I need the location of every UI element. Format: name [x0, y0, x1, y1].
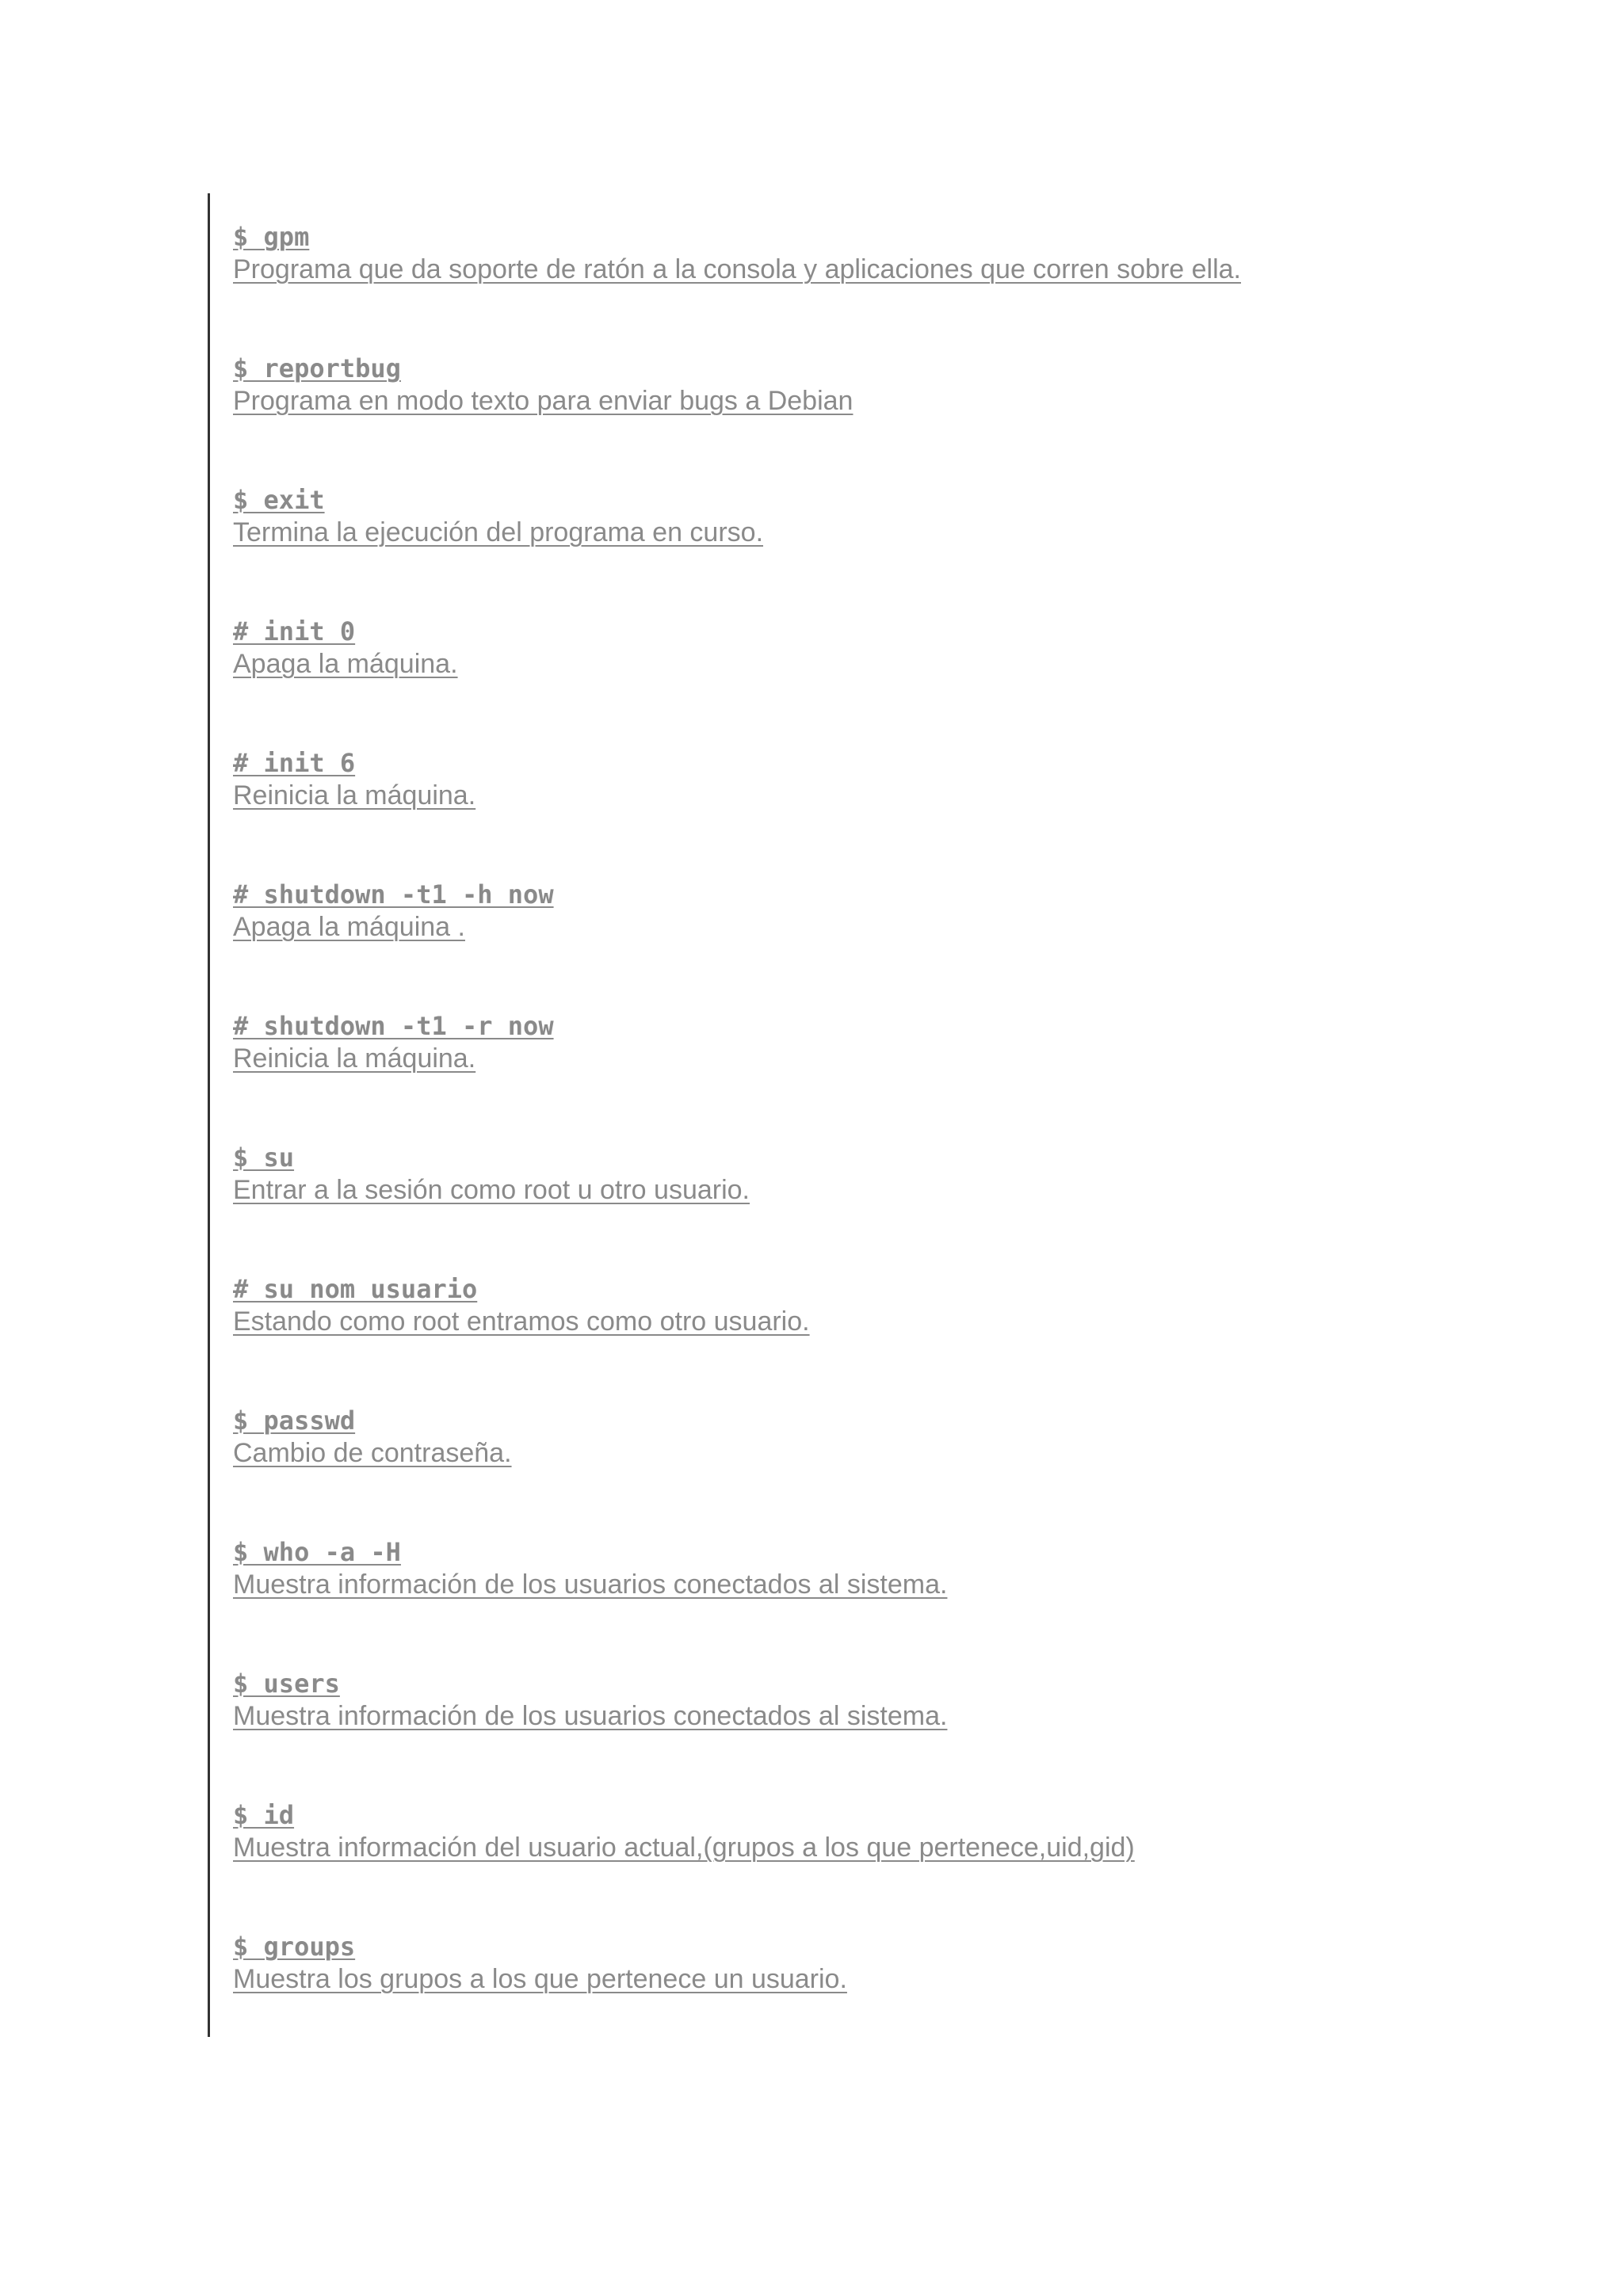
- command-entry: [233, 1930, 1580, 2061]
- command-entry: [233, 746, 1580, 878]
- command-text: $ passwd: [233, 1405, 356, 1436]
- command-text: $ users: [233, 1669, 340, 1699]
- command-text: $ reportbug: [233, 353, 401, 383]
- command-text: $ exit: [233, 485, 325, 515]
- command-text: # init 0: [233, 616, 356, 646]
- left-margin-rule: [208, 193, 210, 2037]
- command-description: Muestra los grupos a los que pertenece un usuario.: [233, 1964, 847, 1994]
- command-entry: [233, 1272, 1580, 1404]
- command-entry: [233, 1009, 1580, 1141]
- command-entry: [233, 1404, 1580, 1535]
- command-text: $ groups: [233, 1932, 356, 1962]
- command-text: $ gpm: [233, 222, 310, 252]
- command-description: Apaga la máquina.: [233, 649, 458, 679]
- command-entry: [233, 1535, 1580, 1667]
- command-description: Muestra información del usuario actual,(grupos a los que pertenece,uid,gid): [233, 1833, 1135, 1863]
- command-text: # su nom usuario: [233, 1274, 478, 1304]
- command-list: [233, 220, 1580, 2061]
- command-entry: [233, 483, 1580, 615]
- command-description: Programa en modo texto para enviar bugs a Debian: [233, 386, 854, 416]
- command-description: Entrar a la sesión como root u otro usuario.: [233, 1175, 750, 1205]
- command-text: $ id: [233, 1800, 295, 1830]
- command-entry: [233, 1667, 1580, 1798]
- command-text: # init 6: [233, 748, 356, 778]
- command-text: $ su: [233, 1142, 295, 1173]
- command-entry: [233, 1798, 1580, 1930]
- command-description: Cambio de contraseña.: [233, 1438, 512, 1468]
- command-text: # shutdown -t1 -r now: [233, 1011, 554, 1041]
- command-description: Apaga la máquina .: [233, 912, 465, 942]
- command-description: Programa que da soporte de ratón a la consola y aplicaciones que corren sobre ella.: [233, 254, 1241, 284]
- command-description: Reinicia la máquina.: [233, 780, 476, 810]
- command-description: Muestra información de los usuarios conectados al sistema.: [233, 1569, 948, 1600]
- command-entry: [233, 1141, 1580, 1272]
- command-text: $ who -a -H: [233, 1537, 401, 1567]
- command-entry: [233, 220, 1580, 352]
- command-description: Termina la ejecución del programa en curso.: [233, 517, 764, 547]
- command-entry: [233, 615, 1580, 746]
- command-description: Muestra información de los usuarios conectados al sistema.: [233, 1701, 948, 1731]
- command-entry: [233, 352, 1580, 483]
- command-entry: [233, 878, 1580, 1009]
- command-text: # shutdown -t1 -h now: [233, 879, 554, 910]
- command-description: Estando como root entramos como otro usuario.: [233, 1306, 810, 1337]
- command-description: Reinicia la máquina.: [233, 1043, 476, 1074]
